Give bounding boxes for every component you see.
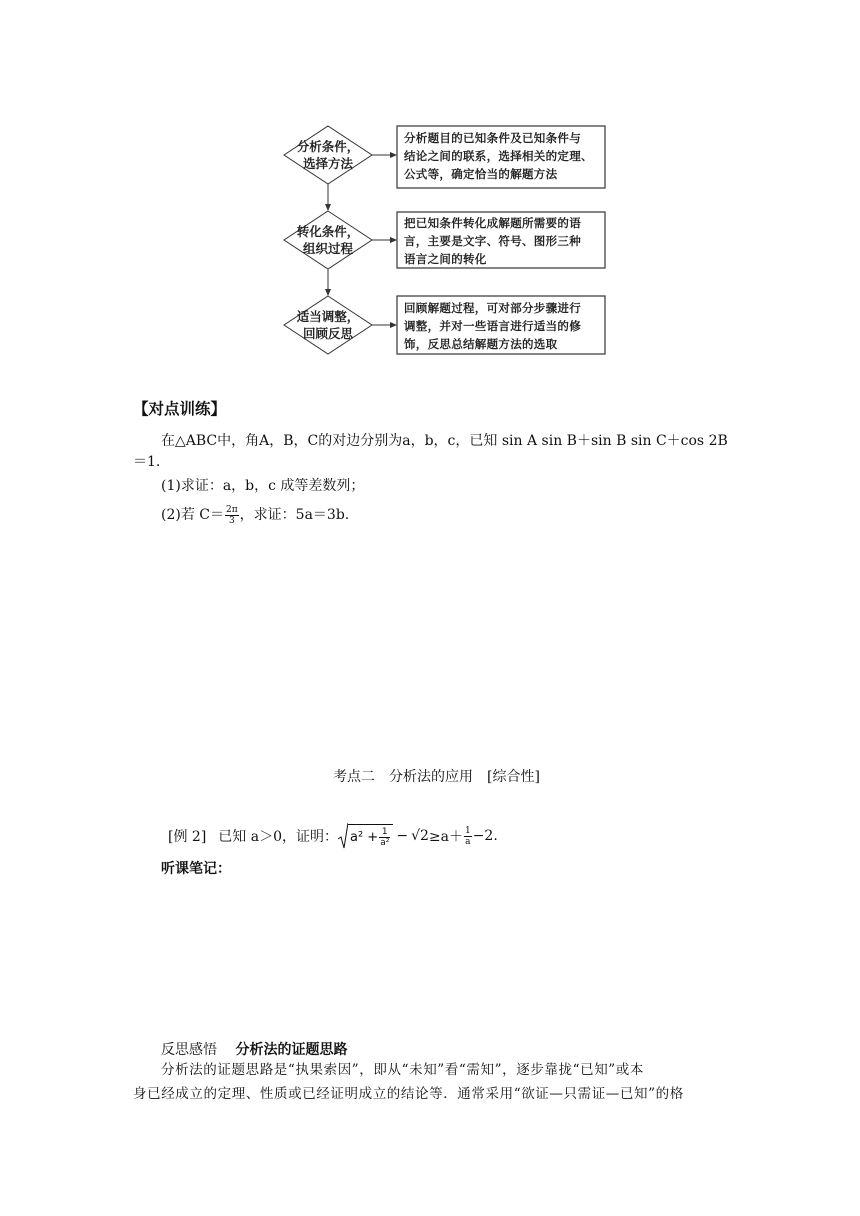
- q2-prefix: (2)若 C＝: [161, 507, 224, 523]
- diamond-label-line: 转化条件，: [296, 224, 360, 239]
- fraction-numerator: 1: [379, 827, 390, 838]
- fraction-denominator: a²: [380, 838, 390, 848]
- one-over-a-fraction: [464, 826, 472, 847]
- diamond-label-line: 分析条件，: [296, 139, 360, 154]
- example-text: 已知 a＞0，证明：: [218, 829, 338, 845]
- fraction-numerator: 1: [464, 825, 471, 836]
- two-pi-over-three-fraction: [225, 505, 239, 526]
- fraction-denominator: 3: [228, 515, 235, 526]
- minus-sign: −: [396, 828, 409, 844]
- example-2: [168, 822, 498, 850]
- desc-line: 回顾解题过程，可对部分步骤进行: [404, 301, 581, 315]
- one-over-a-squared-fraction: [379, 827, 390, 848]
- desc-line: 把已知条件转化成解题所需要的语: [404, 216, 581, 230]
- desc-line: 言，主要是文字、符号、图形三种: [404, 234, 581, 248]
- reflection-line1: 分析法的证题思路是“执果索因”，即从“未知”看“需知”，逐步靠拢“已知”或本: [161, 1062, 645, 1078]
- q2-suffix: ，求证：5a＝3b.: [239, 507, 350, 523]
- diamond-label-line: 适当调整，: [296, 309, 360, 324]
- training-heading: 【对点训练】: [133, 400, 227, 418]
- diamond-label-2: [286, 223, 370, 257]
- diamond-label-line: 回顾反思: [302, 326, 353, 341]
- training-question-2: [161, 504, 349, 526]
- reflection-line2: 身已经成立的定理、性质或已经证明成立的结论等．通常采用“欲证—只需证—已知”的格: [133, 1086, 684, 1102]
- training-problem-line2: ＝1.: [133, 454, 161, 470]
- fraction-numerator: 2π: [226, 504, 238, 515]
- sqrt-two: √2: [411, 828, 429, 844]
- desc-line: 公式等，确定恰当的解题方法: [404, 167, 558, 181]
- training-problem-line1: 在△ABC中，角A，B，C的对边分别为a，b，c，已知 sin A sin B＋sin B sin C＋cos 2B: [161, 433, 728, 449]
- sqrt-expression: [338, 822, 393, 850]
- desc-line: 结论之间的联系，选择相关的定理、: [404, 149, 593, 163]
- desc-line: 饰，反思总结解题方法的选取: [404, 337, 558, 351]
- diamond-label-3: [286, 308, 370, 342]
- desc-text-1: [404, 129, 593, 183]
- notes-label: 听课笔记：: [161, 861, 231, 877]
- training-question-1: (1)求证：a，b，c 成等差数列；: [161, 478, 365, 494]
- desc-text-3: [404, 299, 581, 353]
- fraction-denominator: a: [465, 836, 471, 847]
- example-label: [例 2]: [168, 829, 207, 845]
- diamond-label-line: 选择方法: [302, 156, 353, 171]
- reflection-title: 分析法的证题思路: [235, 1042, 348, 1058]
- radicand: [348, 824, 393, 848]
- method-flowchart: [280, 118, 620, 363]
- radical-sign-icon: [338, 822, 348, 850]
- desc-text-2: [404, 214, 581, 268]
- desc-line: 调整，并对一些语言进行适当的修: [404, 319, 581, 333]
- desc-line: 语言之间的转化: [404, 252, 487, 266]
- inequality: ≥a＋: [428, 829, 463, 845]
- section-title: 考点二 分析法的应用 [综合性]: [333, 769, 540, 785]
- diamond-label-1: [286, 138, 370, 172]
- expression-tail: −2.: [472, 828, 498, 844]
- reflection-heading: [161, 1039, 347, 1059]
- radicand-text: a² +: [350, 830, 379, 845]
- diamond-label-line: 组织过程: [302, 241, 353, 256]
- desc-line: 分析题目的已知条件及已知条件与: [404, 131, 581, 145]
- reflection-tag: 反思感悟: [161, 1042, 217, 1058]
